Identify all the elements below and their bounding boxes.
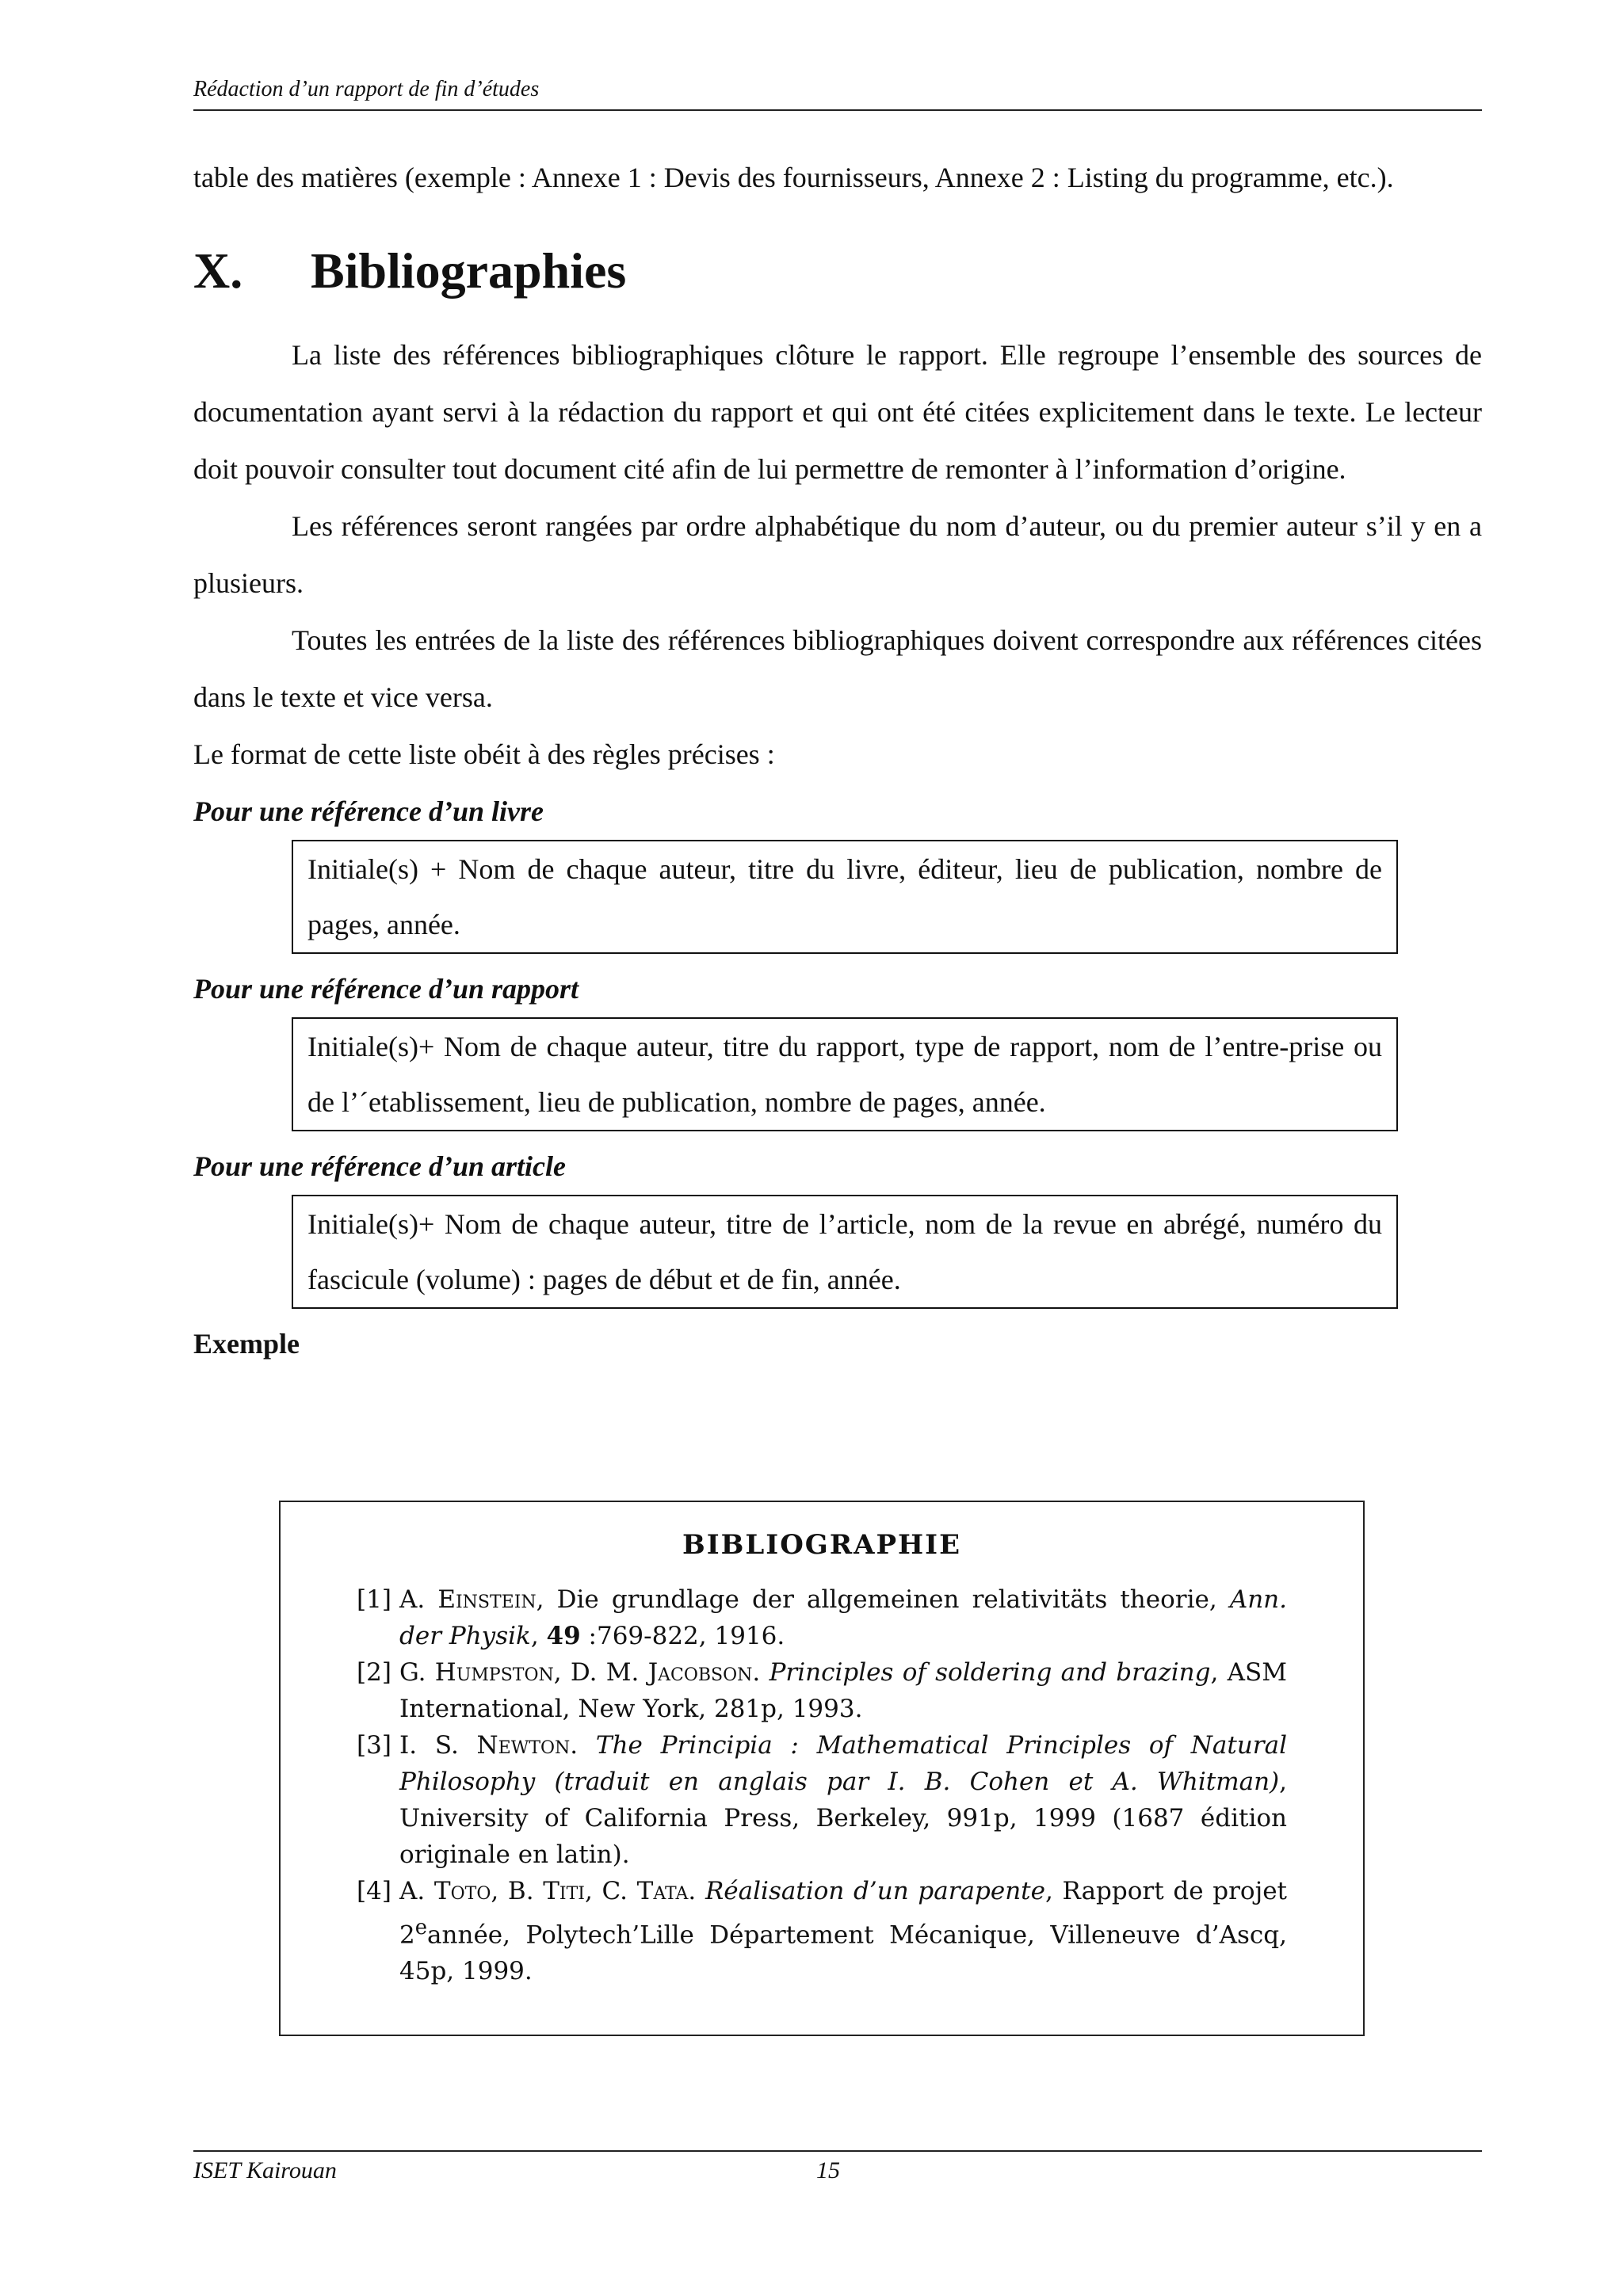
format-rule-book: Initiale(s) + Nom de chaque auteur, titre du livre, éditeur, lieu de publication, nombre de pages, année.	[292, 840, 1398, 954]
entry-title: Die grundlage der allgemeinen relativitäts theorie,	[556, 1585, 1230, 1614]
section-heading	[193, 239, 1482, 303]
section-number: X.	[193, 242, 243, 299]
entry-details-pre: , Rapport de projet 2	[399, 1877, 1288, 1950]
running-header: Rédaction d’un rapport de fin d’études	[193, 77, 540, 101]
entry-superscript: e	[414, 1916, 428, 1939]
entry-index: [4]	[357, 1877, 391, 1905]
section-title: Bibliographies	[311, 242, 627, 299]
bibliography-title: BIBLIOGRAPHIE	[682, 1529, 961, 1561]
page-number: 15	[816, 2157, 840, 2183]
entry-volume: 49	[546, 1622, 581, 1650]
entry-authors: I. S. Newton	[399, 1731, 571, 1760]
entry-authors: A. Einstein	[399, 1585, 537, 1614]
paragraph: La liste des références bibliographiques clôture le rapport. Elle regroupe l’ensemble des sources de documentation ayant servi à la rédaction du rapport et qui ont été citées explicitement dans le texte. Le lecteur doit pouvoir consulter tout document cité afin de lui permettre de remonter à l’information d’origine.	[193, 339, 1482, 485]
format-heading-report: Pour une référence d’un rapport	[193, 973, 579, 1005]
entry-details: année, Polytech’Lille Département Mécanique, Villeneuve d’Ascq, 45p, 1999.	[399, 1920, 1287, 1986]
entry-details: , ASM International, New York, 281p, 1993.	[399, 1658, 1287, 1723]
format-heading-article: Pour une référence d’un article	[193, 1150, 566, 1182]
paragraph: Les références seront rangées par ordre alphabétique du nom d’auteur, ou du premier auteur s’il y en a plusieurs.	[193, 510, 1482, 599]
paragraph: Toutes les entrées de la liste des références bibliographiques doivent correspondre aux références citées dans le texte et vice versa.	[193, 624, 1482, 713]
entry-title: Principles of soldering and brazing	[769, 1658, 1211, 1687]
entry-journal: Ann. der Physik	[399, 1585, 1287, 1650]
entry-index: [1]	[357, 1585, 391, 1614]
entry-index: [3]	[357, 1731, 391, 1760]
bibliography-entry	[357, 1727, 1287, 1873]
entry-details: :769-822, 1916.	[580, 1622, 785, 1650]
bibliography-example-figure	[279, 1501, 1365, 2036]
page-body	[193, 149, 1482, 1372]
entry-details: , University of California Press, Berkeley, 991p, 1999 (1687 édition originale en latin).	[399, 1768, 1287, 1869]
footer-rule	[193, 2150, 1482, 2152]
entry-separator: ,	[536, 1585, 557, 1614]
entry-title: Réalisation d’un parapente	[705, 1877, 1045, 1905]
entry-authors: G. Humpston, D. M. Jacobson	[399, 1658, 753, 1687]
entry-title: The Principia : Mathematical Principles of Natural Philosophy (traduit en anglais par I. B. Cohen et A. Whitman)	[399, 1731, 1287, 1796]
format-rule-report: Initiale(s)+ Nom de chaque auteur, titre du rapport, type de rapport, nom de l’entre-prise ou de l’´etablissement, lieu de publication, nombre de pages, année.	[292, 1017, 1398, 1131]
bibliography-entry	[357, 1873, 1287, 1989]
entry-index: [2]	[357, 1658, 391, 1687]
entry-separator: .	[570, 1731, 596, 1760]
bibliography-entry	[357, 1654, 1287, 1727]
format-heading-book: Pour une référence d’un livre	[193, 795, 544, 827]
intro-continuation: table des matières (exemple : Annexe 1 : Devis des fournisseurs, Annexe 2 : Listing du programme, etc.).	[193, 162, 1394, 193]
entry-separator: .	[688, 1877, 705, 1905]
bibliography-entry: [1] A. Einstein, Die grundlage der allgemeinen relativitäts theorie, Ann. der Physik, 49 :769-822, 1916.	[357, 1581, 1287, 1654]
header-rule	[193, 109, 1482, 111]
footer-institution: ISET Kairouan	[193, 2157, 337, 2183]
format-rule-article: Initiale(s)+ Nom de chaque auteur, titre de l’article, nom de la revue en abrégé, numéro du fascicule (volume) : pages de début et de fin, année.	[292, 1195, 1398, 1309]
entry-separator: .	[752, 1658, 769, 1687]
format-intro: Le format de cette liste obéit à des règles précises :	[193, 738, 775, 770]
entry-authors: A. Toto, B. Titi, C. Tata	[399, 1877, 689, 1905]
example-label: Exemple	[193, 1328, 300, 1360]
